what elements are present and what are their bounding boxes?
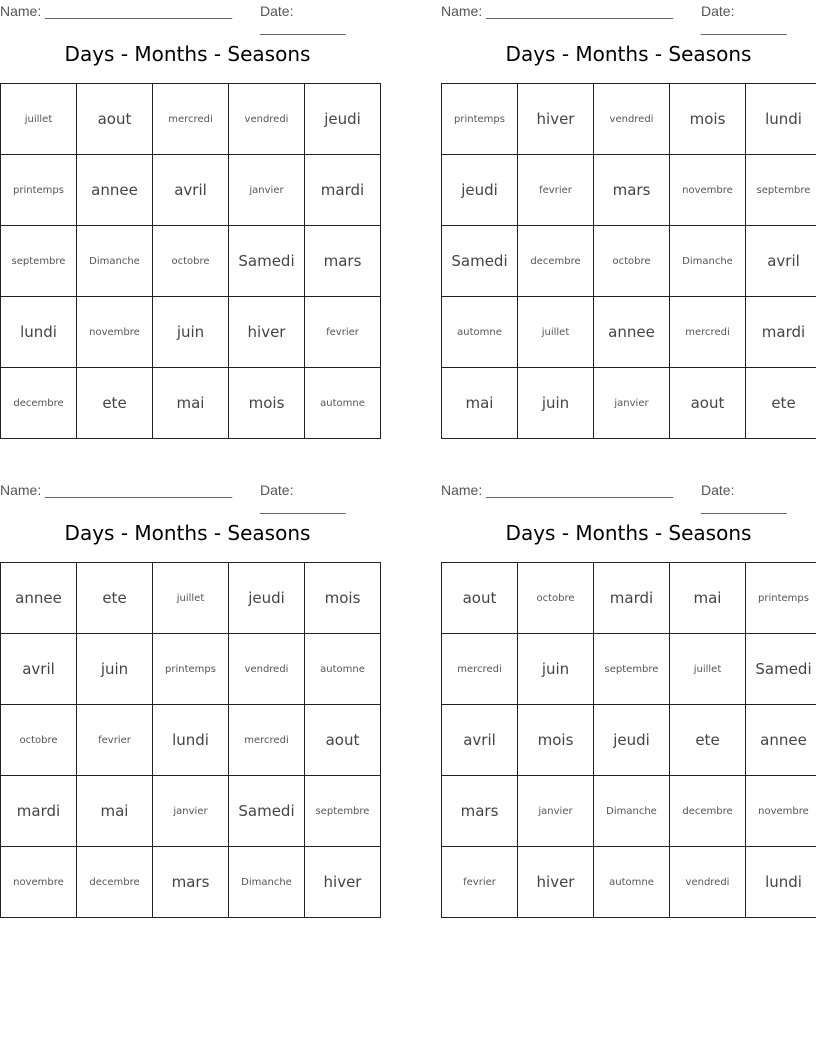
grid-cell: novembre (670, 155, 746, 226)
date-line: Date: ___________ (701, 482, 787, 514)
grid-cell: ete (77, 368, 153, 439)
grid-cell: juin (518, 368, 594, 439)
grid-cell: septembre (1, 226, 77, 297)
grid-cell: mars (305, 226, 381, 297)
grid-row (442, 563, 816, 634)
grid-cell: lundi (746, 84, 816, 155)
grid-cell: Dimanche (594, 776, 670, 847)
bingo-card (441, 0, 816, 412)
grid-cell: printemps (153, 634, 229, 705)
grid-cell: avril (1, 634, 77, 705)
grid-cell: hiver (518, 84, 594, 155)
card-header (0, 0, 375, 35)
grid-cell: mois (670, 84, 746, 155)
grid-cell: janvier (229, 155, 305, 226)
grid-cell: septembre (594, 634, 670, 705)
grid-cell: janvier (518, 776, 594, 847)
name-line: Name: ________________________ (441, 3, 673, 19)
grid-cell: hiver (305, 847, 381, 918)
grid-cell: mars (442, 776, 518, 847)
grid-cell: ete (746, 368, 816, 439)
grid-cell: avril (746, 226, 816, 297)
bingo-grid (0, 83, 381, 439)
grid-row (442, 705, 816, 776)
grid-cell: vendredi (229, 84, 305, 155)
grid-cell: mai (77, 776, 153, 847)
grid-cell: Samedi (229, 226, 305, 297)
date-line: Date: ___________ (701, 3, 787, 35)
grid-cell: ete (77, 563, 153, 634)
grid-cell: mardi (1, 776, 77, 847)
grid-row (1, 847, 381, 918)
grid-cell: ete (670, 705, 746, 776)
grid-cell: fevrier (518, 155, 594, 226)
grid-cell: lundi (1, 297, 77, 368)
grid-cell: annee (746, 705, 816, 776)
bingo-grid (441, 83, 816, 439)
grid-row (1, 776, 381, 847)
grid-cell: novembre (1, 847, 77, 918)
grid-cell: decembre (77, 847, 153, 918)
grid-cell: vendredi (670, 847, 746, 918)
grid-cell: juillet (1, 84, 77, 155)
grid-row (1, 297, 381, 368)
grid-cell: lundi (153, 705, 229, 776)
grid-cell: octobre (594, 226, 670, 297)
grid-cell: mercredi (229, 705, 305, 776)
grid-row (1, 705, 381, 776)
grid-row (442, 776, 816, 847)
grid-cell: mardi (594, 563, 670, 634)
grid-cell: aout (670, 368, 746, 439)
grid-cell: mai (670, 563, 746, 634)
grid-cell: juin (153, 297, 229, 368)
grid-cell: decembre (1, 368, 77, 439)
grid-row (1, 368, 381, 439)
bingo-grid (441, 562, 816, 918)
bingo-grid (0, 562, 381, 918)
card-title: Days - Months - Seasons (505, 42, 752, 66)
grid-cell: novembre (746, 776, 816, 847)
grid-row (442, 634, 816, 705)
grid-row (442, 368, 816, 439)
grid-cell: jeudi (594, 705, 670, 776)
card-header (441, 479, 816, 514)
grid-cell: automne (594, 847, 670, 918)
grid-cell: janvier (594, 368, 670, 439)
grid-cell: annee (594, 297, 670, 368)
grid-cell: fevrier (77, 705, 153, 776)
grid-cell: jeudi (442, 155, 518, 226)
card-title: Days - Months - Seasons (505, 521, 752, 545)
grid-cell: jeudi (305, 84, 381, 155)
grid-cell: septembre (746, 155, 816, 226)
grid-cell: annee (77, 155, 153, 226)
grid-cell: novembre (77, 297, 153, 368)
grid-cell: printemps (442, 84, 518, 155)
grid-cell: juillet (670, 634, 746, 705)
grid-cell: aout (442, 563, 518, 634)
grid-cell: printemps (746, 563, 816, 634)
date-line: Date: ___________ (260, 3, 346, 35)
grid-row (442, 297, 816, 368)
grid-cell: aout (305, 705, 381, 776)
card-header (441, 0, 816, 35)
grid-cell: jeudi (229, 563, 305, 634)
grid-cell: lundi (746, 847, 816, 918)
grid-cell: avril (442, 705, 518, 776)
grid-cell: mercredi (442, 634, 518, 705)
name-line: Name: ________________________ (441, 482, 673, 498)
grid-cell: mercredi (153, 84, 229, 155)
grid-row (1, 84, 381, 155)
card-header (0, 479, 375, 514)
grid-cell: hiver (229, 297, 305, 368)
bingo-card (441, 479, 816, 891)
grid-row (1, 634, 381, 705)
grid-cell: octobre (518, 563, 594, 634)
grid-cell: printemps (1, 155, 77, 226)
name-line: Name: ________________________ (0, 482, 232, 498)
grid-cell: mardi (305, 155, 381, 226)
grid-cell: mai (153, 368, 229, 439)
grid-row (1, 226, 381, 297)
grid-cell: fevrier (305, 297, 381, 368)
grid-cell: janvier (153, 776, 229, 847)
grid-cell: mars (153, 847, 229, 918)
grid-row (1, 155, 381, 226)
grid-cell: automne (305, 634, 381, 705)
grid-cell: automne (442, 297, 518, 368)
card-title: Days - Months - Seasons (64, 42, 311, 66)
grid-cell: decembre (518, 226, 594, 297)
grid-cell: decembre (670, 776, 746, 847)
grid-cell: mars (594, 155, 670, 226)
grid-cell: aout (77, 84, 153, 155)
grid-cell: mai (442, 368, 518, 439)
grid-cell: juin (77, 634, 153, 705)
grid-cell: septembre (305, 776, 381, 847)
grid-cell: mois (518, 705, 594, 776)
grid-cell: juillet (153, 563, 229, 634)
grid-cell: Samedi (442, 226, 518, 297)
grid-cell: juillet (518, 297, 594, 368)
bingo-card (0, 0, 375, 412)
bingo-card (0, 479, 375, 891)
grid-cell: vendredi (594, 84, 670, 155)
grid-row (1, 563, 381, 634)
card-title: Days - Months - Seasons (64, 521, 311, 545)
grid-cell: octobre (153, 226, 229, 297)
grid-cell: annee (1, 563, 77, 634)
date-line: Date: ___________ (260, 482, 346, 514)
grid-cell: fevrier (442, 847, 518, 918)
grid-cell: avril (153, 155, 229, 226)
grid-row (442, 84, 816, 155)
grid-cell: Samedi (229, 776, 305, 847)
grid-cell: octobre (1, 705, 77, 776)
grid-cell: mardi (746, 297, 816, 368)
grid-cell: hiver (518, 847, 594, 918)
grid-cell: automne (305, 368, 381, 439)
grid-cell: mois (305, 563, 381, 634)
grid-cell: mois (229, 368, 305, 439)
grid-cell: mercredi (670, 297, 746, 368)
grid-cell: vendredi (229, 634, 305, 705)
grid-cell: Dimanche (77, 226, 153, 297)
grid-cell: Samedi (746, 634, 816, 705)
grid-cell: Dimanche (229, 847, 305, 918)
grid-row (442, 155, 816, 226)
grid-row (442, 847, 816, 918)
grid-row (442, 226, 816, 297)
grid-cell: juin (518, 634, 594, 705)
name-line: Name: ________________________ (0, 3, 232, 19)
grid-cell: Dimanche (670, 226, 746, 297)
